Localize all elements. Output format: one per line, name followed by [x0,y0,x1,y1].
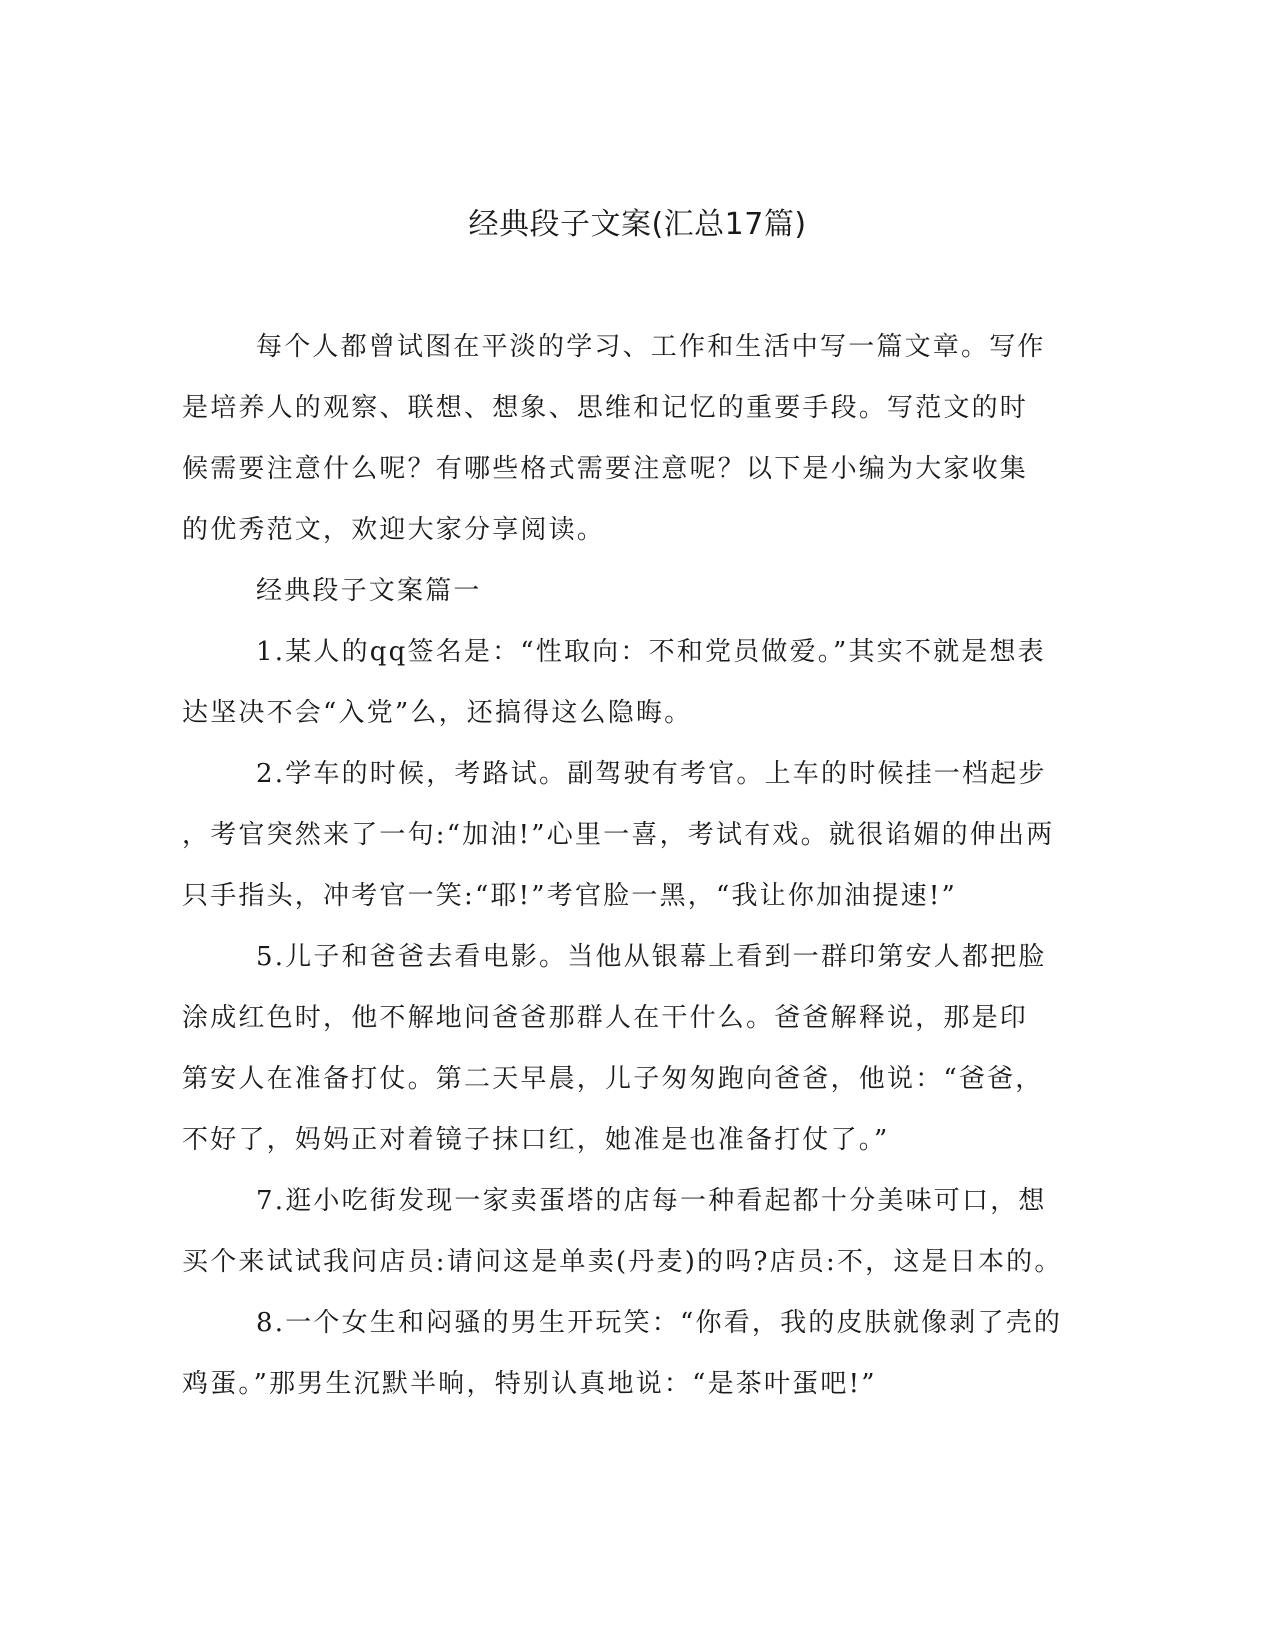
text-line: 7.逛小吃街发现一家卖蛋塔的店每一种看起都十分美味可口，想 [256,1186,1047,1216]
text-line: 不好了，妈妈正对着镜子抹口红，她准是也准备打仗了。” [182,1125,890,1155]
text-line: 涂成红色时，他不解地问爸爸那群人在干什么。爸爸解释说，那是印 [182,1003,1029,1033]
text-line: ，考官突然来了一句:“加油!”心里一喜，考试有戏。就很谄媚的伸出两 [182,820,1055,850]
paragraph-joke-8 [182,1293,1072,1415]
text-line: 经典段子文案篇一 [256,576,482,606]
text-line: 买个来试试我问店员:请问这是单卖(丹麦)的吗?店员:不，这是日本的。 [182,1247,1063,1277]
document-body [182,317,1072,1415]
paragraph-intro [182,317,1072,561]
text-line: 达坚决不会“入党”么，还搞得这么隐晦。 [182,698,693,728]
paragraph-joke-1 [182,622,1072,744]
text-line: 候需要注意什么呢？有哪些格式需要注意呢？以下是小编为大家收集 [182,454,1029,484]
text-line: 的优秀范文，欢迎大家分享阅读。 [182,515,606,545]
text-line: 1.某人的qq签名是：“性取向：不和党员做爱。”其实不就是想表 [256,637,1046,667]
text-line: 只手指头，冲考官一笑:“耶!”考官脸一黑，“我让你加油提速!” [182,881,958,911]
text-line: 每个人都曾试图在平淡的学习、工作和生活中写一篇文章。写作 [256,332,1046,362]
document-title: 经典段子文案(汇总17篇) [468,207,807,242]
paragraph-joke-7 [182,1171,1072,1293]
text-line: 2.学车的时候，考路试。副驾驶有考官。上车的时候挂一档起步 [256,759,1047,789]
paragraph-joke-5 [182,927,1072,1171]
text-line: 鸡蛋。”那男生沉默半晌，特别认真地说：“是茶叶蛋吧!” [182,1369,877,1399]
text-line: 8.一个女生和闷骚的男生开玩笑：“你看，我的皮肤就像剥了壳的 [256,1308,1063,1338]
text-line: 5.儿子和爸爸去看电影。当他从银幕上看到一群印第安人都把脸 [256,942,1047,972]
section-heading [182,561,1072,622]
text-line: 是培养人的观察、联想、想象、思维和记忆的重要手段。写范文的时 [182,393,1029,423]
paragraph-joke-2 [182,744,1072,927]
text-line: 第安人在准备打仗。第二天早晨，儿子匆匆跑向爸爸，他说：“爸爸， [182,1064,1044,1094]
